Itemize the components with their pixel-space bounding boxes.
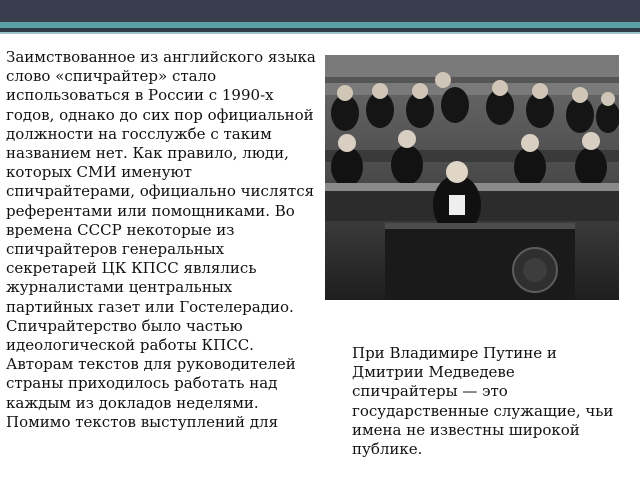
photo-caption: При Владимире Путине и Дмитрии Медведеве спичрайтеры — это государственные служащие, чьи имена не известны широкой публике. [352,344,614,459]
paragraph-speechwriting-cpsu: Спичрайтерство было частью идеологической работы КПСС. Авторам текстов для руководителей страны приходилось работать над каждым из докладов неделями. Помимо текстов выступлений для [6,316,296,431]
slide-accent-line [0,32,640,34]
paragraph-speechwriter-history: Заимствованное из английского языка слово «спичрайтер» стало использоваться в России с 1990-х годов, однако до сих пор официальной должности на госслужбе с таким названием нет. Как правило, люди, которых СМИ именуют спичрайтерами, официально числятся референтами или помощниками. Во времена СССР некоторые из спичрайтеров генеральных секретарей ЦК КПСС являлись журналистами центральных партийных газет или Гостелерадио. [6,48,316,316]
historical-photo [325,55,619,300]
main-text-block [6,48,318,432]
congress-presidium-photo [325,55,619,300]
slide-header-bar [0,0,640,22]
